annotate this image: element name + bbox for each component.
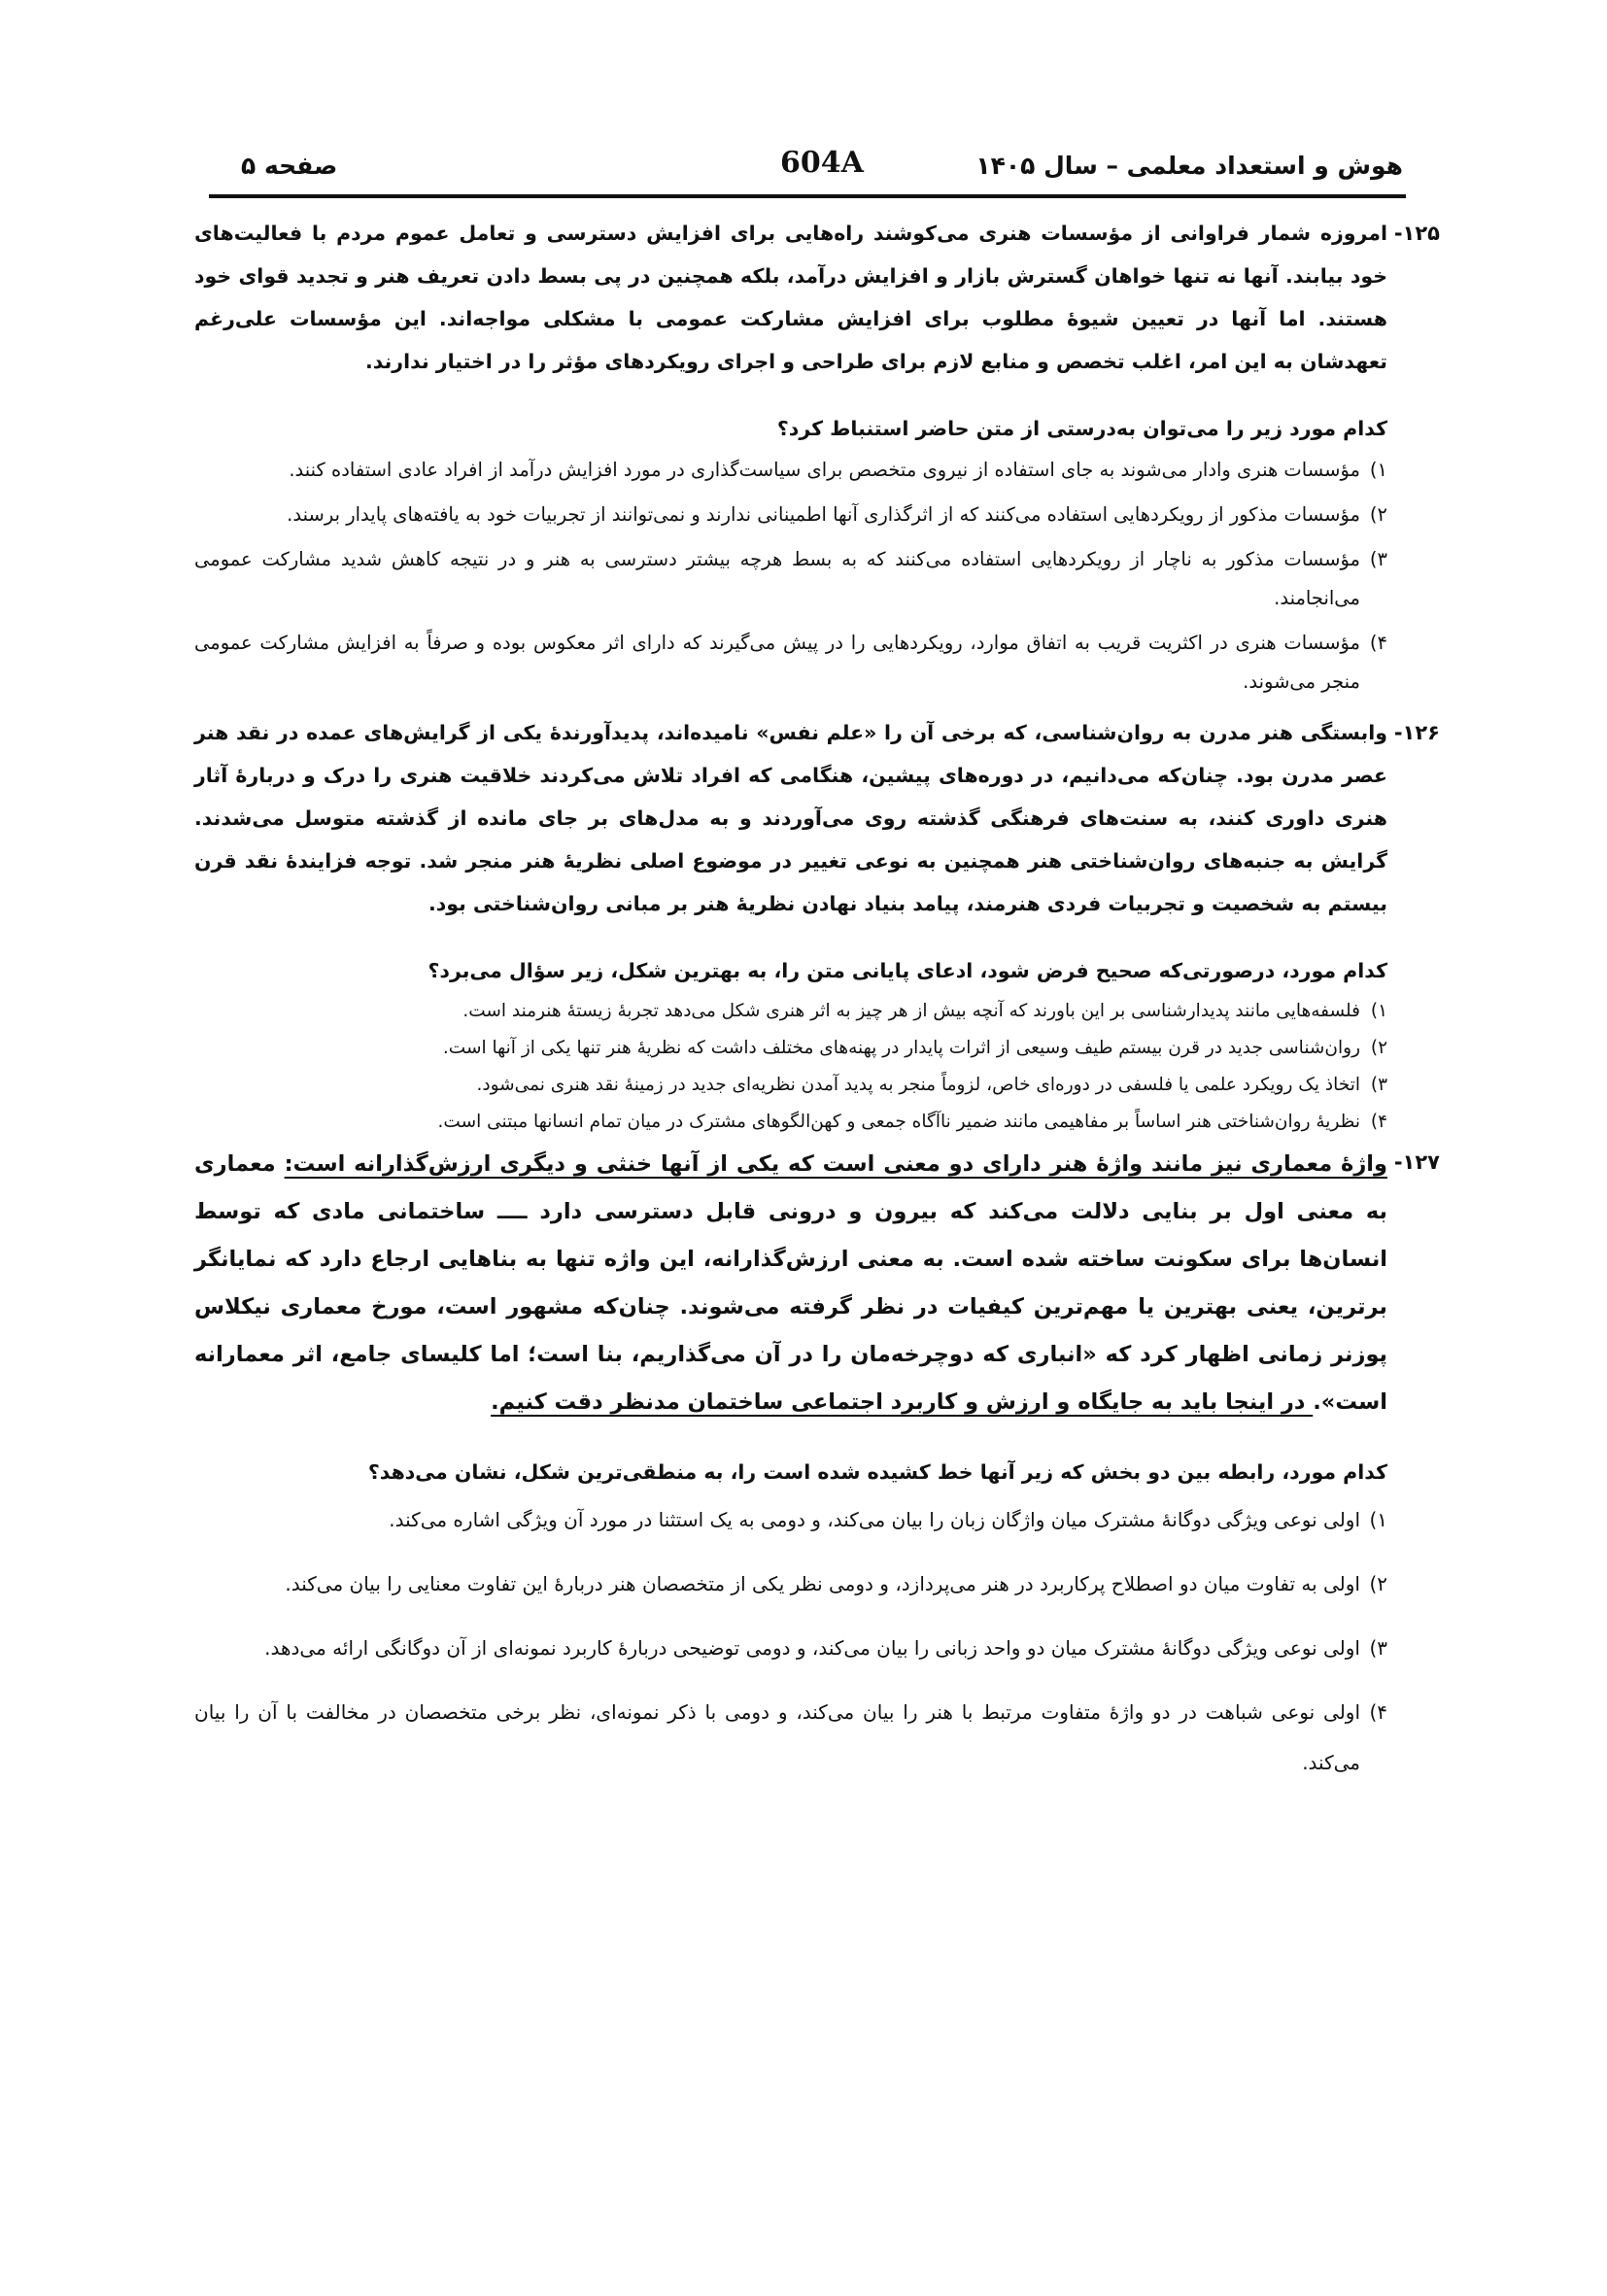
option-text: مؤسسات مذکور از رویکردهایی استفاده می‌کنند که از اثرگذاری آنها اطمینانی ندارند و نمی‌توانند از تجربیات خود به یافته‌های پایدار برسند. — [287, 503, 1360, 526]
options-list — [194, 993, 1387, 1141]
booklet-code: 604A — [780, 146, 864, 180]
option-2[interactable] — [194, 1559, 1387, 1609]
option-4[interactable] — [194, 624, 1387, 702]
question-prompt: کدام مورد زیر را می‌توان به‌درستی از متن حاضر استنباط کرد؟ — [776, 417, 1387, 440]
option-1[interactable] — [194, 993, 1387, 1030]
option-4[interactable] — [194, 1687, 1387, 1788]
option-1[interactable] — [194, 1494, 1387, 1545]
page-number: صفحه ۵ — [241, 152, 338, 180]
option-1[interactable] — [194, 451, 1387, 490]
option-number: ۲) — [1369, 503, 1387, 526]
option-number: ۳) — [1369, 1636, 1387, 1660]
questions-container — [194, 212, 1440, 1801]
option-text: روان‌شناسی جدید در قرن بیستم طیف وسیعی از اثرات پایدار در پهنه‌های مختلف داشت که نظریهٔ هنر تنها یکی از آنها است. — [442, 1038, 1360, 1058]
question-number: ۱۲۶- — [1393, 721, 1440, 744]
option-text: اولی نوعی ویژگی دوگانهٔ مشترک میان دو واحد زبانی را بیان می‌کند، و دومی توضیحی دربارهٔ کاربرد نمونه‌ای از آن دوگانگی ارائه می‌دهد. — [264, 1636, 1360, 1660]
question-prompt: کدام مورد، رابطه بین دو بخش که زیر آنها خط کشیده شده است را، به منطقی‌ترین شکل، نشان می‌دهد؟ — [367, 1460, 1387, 1484]
option-number: ۳) — [1370, 1075, 1387, 1095]
option-text: اولی نوعی شباهت در دو واژهٔ متفاوت مرتبط با هنر را بیان می‌کند، و دومی با ذکر نمونه‌ای، نظر برخی متخصصان در مخالفت با آن را بیان می‌کند. — [194, 1700, 1360, 1774]
option-text: مؤسسات هنری وادار می‌شوند به جای استفاده از نیروی متخصص برای سیاست‌گذاری در مورد افزایش درآمد از افراد عادی استفاده کنند. — [289, 459, 1360, 481]
question-number: ۱۲۷- — [1393, 1150, 1440, 1174]
header-divider — [209, 194, 1406, 198]
options-list — [194, 1494, 1387, 1788]
option-text: اتخاذ یک رویکرد علمی یا فلسفی در دوره‌ای خاص، لزوماً منجر به پدید آمدن نظریه‌ای جدید در زمینهٔ نقد هنری نمی‌شود. — [476, 1075, 1360, 1095]
option-3[interactable] — [194, 1623, 1387, 1673]
option-3[interactable] — [194, 540, 1387, 618]
option-2[interactable] — [194, 1030, 1387, 1067]
question-125 — [194, 212, 1440, 702]
option-number: ۴) — [1370, 1112, 1387, 1132]
option-number: ۱) — [1370, 1001, 1387, 1021]
underlined-part-1: واژهٔ معماری نیز مانند واژهٔ هنر دارای دو معنی است که یکی از آنها خنثی و دیگری ارزش‌گذارانه است: — [284, 1151, 1387, 1177]
option-number: ۴) — [1369, 1700, 1387, 1724]
question-prompt: کدام مورد، درصورتی‌که صحیح فرض شود، ادعای پایانی متن را، به بهترین شکل، زیر سؤال می‌برد؟ — [427, 959, 1387, 982]
option-4[interactable] — [194, 1104, 1387, 1141]
stem-middle: معماری به معنی اول بر بنایی دلالت می‌کند که بیرون و درونی قابل دسترسی دارد ــــ ساختمانی مادی که توسط انسان‌ها برای سکونت ساخته شده است. به معنی ارزش‌گذارانه، این واژه تنها به بناهایی ارجاع دارد که نمایانگر برترین، یعنی بهترین یا مهم‌ترین کیفیات در نظر گرفته می‌شوند. چنان‌که مشهور است، مورخ معماری نیکلاس پوزنر زمانی اظهار کرد که «انباری که دوچرخه‌مان را در آن می‌گذاریم، بنا است؛ اما کلیسای جامع، اثر معمارانه است». — [194, 1151, 1387, 1415]
question-127 — [194, 1141, 1440, 1788]
question-stem: وابستگی هنر مدرن به روان‌شناسی، که برخی آن را «علم نفس» نامیده‌اند، پدیدآورندهٔ یکی از گرایش‌های عمده در نقد هنر عصر مدرن بود. چنان‌که می‌دانیم، در دوره‌های پیشین، هنگامی که افراد تلاش می‌کردند خلاقیت هنری را درک و دربارهٔ آثار هنری داوری کنند، به سنت‌های فرهنگی گذشته روی می‌آوردند و به مدل‌های بر جای مانده از گذشته متوسل می‌شدند. گرایش به جنبه‌های روان‌شناختی هنر همچنین به نوعی تغییر در موضوع اصلی نظریهٔ هنر منجر شد. توجه فزایندهٔ نقد قرن بیستم به شخصیت و تجربیات فردی هنرمند، پیامد بنیاد نهادن نظریهٔ هنر بر مبانی روان‌شناختی بود. — [194, 721, 1387, 915]
options-list — [194, 451, 1387, 702]
option-number: ۱) — [1369, 459, 1387, 481]
question-stem — [194, 1141, 1387, 1426]
option-text: نظریهٔ روان‌شناختی هنر اساساً بر مفاهیمی مانند ضمیر ناآگاه جمعی و کهن‌الگوهای مشترک در میان تمام انسانها مبتنی است. — [437, 1112, 1360, 1132]
question-stem: امروزه شمار فراوانی از مؤسسات هنری می‌کوشند راه‌هایی برای افزایش دسترسی و تعامل عموم مردم با فعالیت‌های خود بیابند. آنها نه تنها خواهان گسترش بازار و افزایش درآمد، بلکه همچنین در پی بسط دادن تعریف هنر و تجدید قوای خود هستند. اما آنها در تعیین شیوهٔ مطلوب برای افزایش مشارکت عمومی با مشکلی مواجه‌اند. این مؤسسات علی‌رغم تعهدشان به این امر، اغلب تخصص و منابع لازم برای طراحی و اجرای رویکردهای مؤثر را در اختیار ندارند. — [194, 222, 1387, 373]
option-2[interactable] — [194, 496, 1387, 534]
question-number: ۱۲۵- — [1393, 222, 1440, 245]
option-text: مؤسسات هنری در اکثریت قریب به اتفاق موارد، رویکردهایی را در پیش می‌گیرند که دارای اثر معکوس بوده و صرفاً به افزایش مشارکت عمومی منجر می‌شوند. — [194, 632, 1360, 693]
option-number: ۴) — [1369, 632, 1387, 654]
option-number: ۳) — [1369, 548, 1387, 570]
question-126 — [194, 711, 1440, 1141]
option-text: اولی به تفاوت میان دو اصطلاح پرکاربرد در هنر می‌پردازد، و دومی نظر یکی از متخصصان هنر دربارهٔ این تفاوت معنایی را بیان می‌کند. — [285, 1572, 1360, 1595]
underlined-part-2: در اینجا باید به جایگاه و ارزش و کاربرد اجتماعی ساختمان مدنظر دقت کنیم. — [491, 1389, 1314, 1415]
exam-title: هوش و استعداد معلمی – سال ۱۴۰۵ — [975, 152, 1403, 180]
option-number: ۲) — [1370, 1038, 1387, 1058]
option-number: ۱) — [1369, 1508, 1387, 1531]
page-header — [241, 146, 1403, 188]
option-text: مؤسسات مذکور به ناچار از رویکردهایی استفاده می‌کنند که به بسط هرچه بیشتر دسترسی به هنر و در نتیجه کاهش شدید مشارکت عمومی می‌انجامند. — [194, 548, 1360, 609]
option-3[interactable] — [194, 1067, 1387, 1104]
option-text: فلسفه‌هایی مانند پدیدارشناسی بر این باورند که آنچه بیش از هر چیز به اثر هنری شکل می‌دهد تجربهٔ زیستهٔ هنرمند است. — [462, 1001, 1360, 1021]
option-text: اولی نوعی ویژگی دوگانهٔ مشترک میان واژگان زبان را بیان می‌کند، و دومی به یک استثنا در مورد آن ویژگی اشاره می‌کند. — [389, 1508, 1360, 1531]
option-number: ۲) — [1369, 1572, 1387, 1595]
